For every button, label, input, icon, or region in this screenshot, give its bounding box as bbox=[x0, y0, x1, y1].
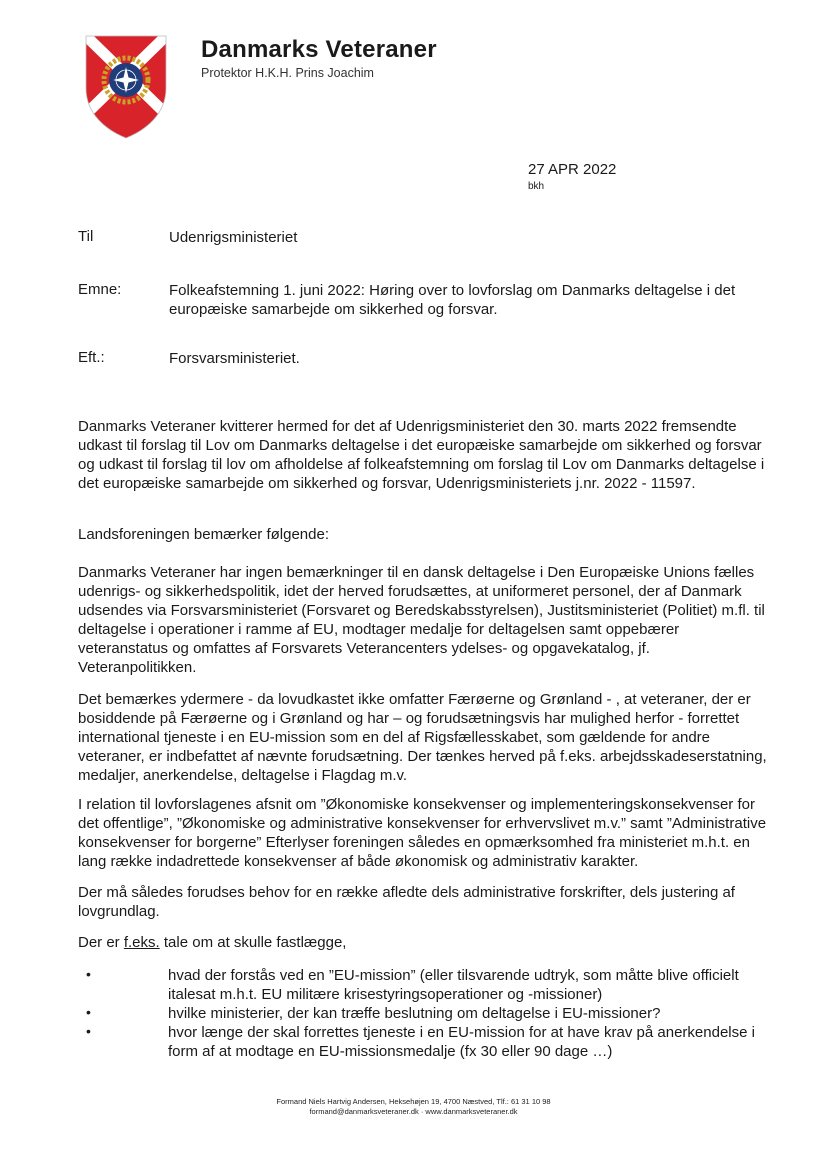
eft-label: Eft.: bbox=[78, 349, 105, 366]
footer-contact: formand@danmarksveteraner.dk · www.danmarksveteraner.dk bbox=[309, 1107, 518, 1116]
danmarks-veteraner-logo bbox=[84, 34, 168, 140]
bullet-item: hvilke ministerier, der kan træffe beslutning om deltagelse i EU-missioner? bbox=[168, 1005, 661, 1022]
emne-value: Folkeafstemning 1. juni 2022: Høring over to lovforslag om Danmarks deltagelse i det europæiske samarbejde om sikkerhed og forsvar. bbox=[169, 282, 736, 318]
paragraph-3: Danmarks Veteraner har ingen bemærkninger til en dansk deltagelse i Den Europæiske Unions fælles udenrigs- og sikkerhedspolitik, idet der herved forudsættes, at uniformeret personel, der af Danmark udsendes via Forsvarsministeriet (Forsvaret og Beredskabsstyrelsen), Justitsministeriet (Politiet) m.fl. til deltagelse i operationer i ramme af EU, modtager medalje for deltagelsen samt oppebærer veteranstatus og omfattes af Forsvarets Veterancenters ydelses- og opgavekatalog, jf. Veteranpolitikken. bbox=[78, 564, 765, 676]
footer-address: Formand Niels Hartvig Andersen, Heksehøjen 19, 4700 Næstved, Tlf.: 61 31 10 98 bbox=[276, 1097, 551, 1106]
paragraph-6: Der må således forudses behov for en række afledte dels administrative forskrifter, dels justering af lovgrundlag. bbox=[78, 884, 735, 920]
author-initials: bkh bbox=[528, 181, 545, 192]
bullet-item: hvor længe der skal forrettes tjeneste i en EU-mission for at have krav på anerkendelse i form af at modtage en EU-missionsmedalje (fx 30 eller 90 dage …) bbox=[168, 1024, 755, 1060]
letter-date: 27 APR 2022 bbox=[528, 161, 617, 178]
til-value: Udenrigsministeriet bbox=[169, 229, 298, 246]
paragraph-1: Danmarks Veteraner kvitterer hermed for det af Udenrigsministeriet den 30. marts 2022 fremsendte udkast til forslag til Lov om Danmarks deltagelse i det europæiske samarbejde om sikkerhed og forsvar og udkast til forslag til lov om afholdelse af folkeafstemning om forslag til Lov om Danmarks deltagelse i det europæiske samarbejde om sikkerhed og forsvar, Udenrigsministeriets j.nr. 2022 - 11597. bbox=[78, 418, 765, 492]
feks-underlined: f.eks. bbox=[123, 934, 160, 951]
emne-label: Emne: bbox=[78, 281, 122, 298]
bullet-item: hvad der forstås ved en ”EU-mission” (eller tilsvarende udtryk, som måtte blive officielt italesat m.h.t. EU militære krisestyringsoperationer og -missioner) bbox=[168, 967, 739, 1003]
paragraph-2: Landsforeningen bemærker følgende: bbox=[78, 526, 329, 543]
bullet-marker: • bbox=[86, 966, 91, 982]
footer bbox=[0, 1097, 827, 1117]
org-name: Danmarks Veteraner bbox=[201, 36, 437, 63]
paragraph-4: Det bemærkes ydermere - da lovudkastet ikke omfatter Færøerne og Grønland - , at veteraner, der er bosiddende på Færøerne og i Grønland og har – og forudsætningsvis har mulighed herfor - forrettet international tjeneste i en EU-mission som en del af Rigsfællesskabet, som gældende for andre veteraner, er indbefattet af nævnte forudsætning. Der tænkes herved på f.eks. arbejdsskadeserstatning, medaljer, anerkendelse, deltagelse i Flagdag m.v. bbox=[78, 691, 767, 784]
paragraph-5: I relation til lovforslagenes afsnit om ”Økonomiske konsekvenser og implementeringskonsekvenser for det offentlige”, ”Økonomiske og administrative konsekvenser for erhvervslivet m.v.” samt ”Administrative konsekvenser for borgerne” Efterlyser foreningen således en opmærksomhed fra ministeriet m.h.t. en lang række indadrettede konsekvenser af både økonomisk og administrativ karakter. bbox=[78, 796, 767, 870]
bullet-marker: • bbox=[86, 1023, 91, 1039]
til-label: Til bbox=[78, 228, 94, 245]
org-subtitle: Protektor H.K.H. Prins Joachim bbox=[201, 66, 374, 80]
bullet-marker: • bbox=[86, 1004, 91, 1020]
paragraph-7: Der er f.eks. tale om at skulle fastlægge, bbox=[78, 934, 347, 951]
eft-value: Forsvarsministeriet. bbox=[169, 350, 300, 367]
